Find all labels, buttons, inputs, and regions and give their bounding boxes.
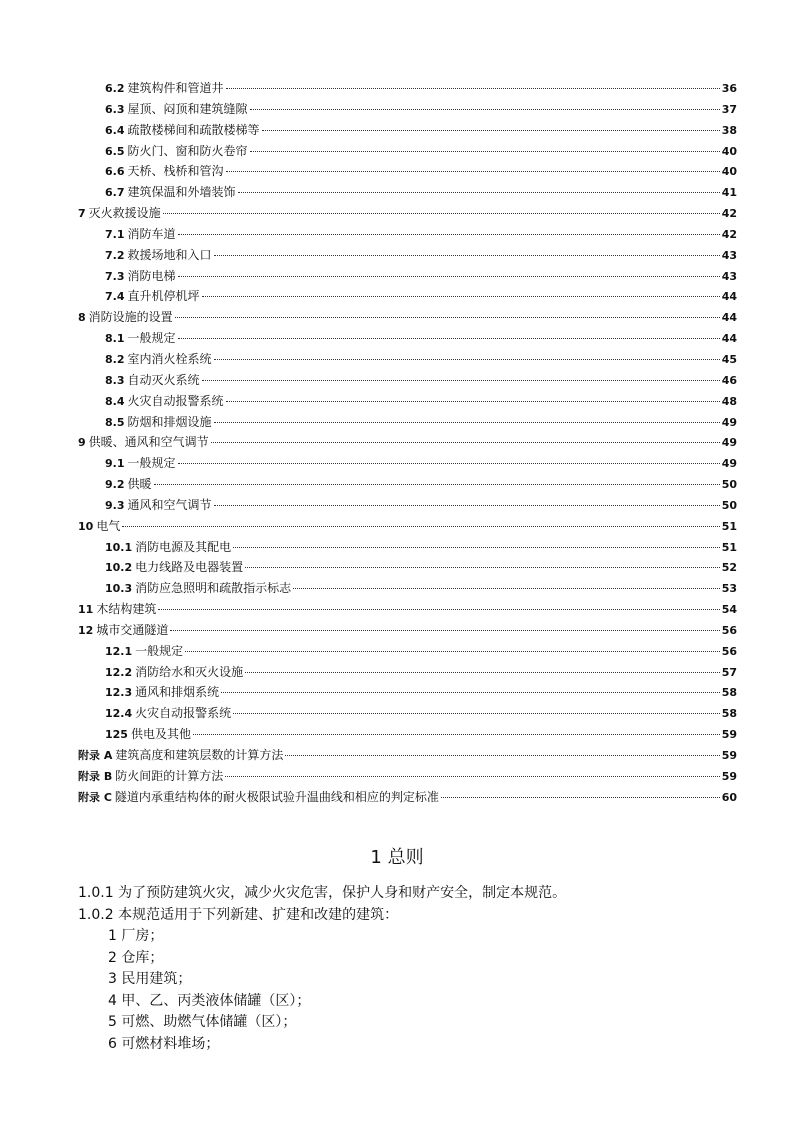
toc-entry[interactable] xyxy=(78,537,737,558)
toc-entry-number: 9.1 xyxy=(105,457,125,471)
toc-leader-dots xyxy=(245,672,720,673)
toc-entry[interactable] xyxy=(78,203,737,224)
toc-entry-title: 供暖 xyxy=(127,477,152,492)
toc-entry-page: 40 xyxy=(721,144,737,158)
toc-entry[interactable] xyxy=(78,78,737,99)
toc-entry-title: 直升机停机坪 xyxy=(127,289,200,304)
toc-entry-page: 44 xyxy=(721,290,737,304)
toc-leader-dots xyxy=(226,88,720,89)
toc-entry-number: 10.2 xyxy=(105,561,133,575)
toc-entry[interactable] xyxy=(78,703,737,724)
toc-leader-dots xyxy=(238,192,720,193)
toc-entry-title: 灭火救援设施 xyxy=(88,206,161,221)
toc-entry-title: 火灾自动报警系统 xyxy=(127,393,224,408)
toc-entry-number: 12.3 xyxy=(105,686,133,700)
toc-entry-title: 消防给水和灭火设施 xyxy=(135,664,244,679)
toc-leader-dots xyxy=(122,526,719,527)
toc-entry-number: 10.3 xyxy=(105,582,133,596)
toc-entry-title: 疏散楼梯间和疏散楼梯等 xyxy=(127,122,260,137)
toc-entry-title: 电气 xyxy=(96,518,121,533)
toc-entry[interactable] xyxy=(78,266,737,287)
toc-entry-number: 附录 B xyxy=(78,769,113,783)
toc-entry[interactable] xyxy=(78,307,737,328)
toc-leader-dots xyxy=(178,338,720,339)
toc-entry-page: 42 xyxy=(721,207,737,221)
toc-leader-dots xyxy=(202,380,720,381)
toc-entry[interactable] xyxy=(78,161,737,182)
toc-entry-page: 48 xyxy=(721,394,737,408)
toc-entry-page: 41 xyxy=(721,186,737,200)
toc-entry[interactable] xyxy=(78,766,737,787)
toc-entry[interactable] xyxy=(78,557,737,578)
toc-entry-page: 53 xyxy=(721,582,737,596)
toc-entry-number: 8.4 xyxy=(105,394,125,408)
toc-entry-title: 建筑高度和建筑层数的计算方法 xyxy=(115,748,284,762)
toc-entry[interactable] xyxy=(78,578,737,599)
toc-entry-number: 10 xyxy=(78,519,94,533)
toc-entry-title: 建筑构件和管道井 xyxy=(127,81,224,95)
toc-entry-number: 6.7 xyxy=(105,186,125,200)
toc-entry[interactable] xyxy=(78,120,737,141)
toc-leader-dots xyxy=(250,109,720,110)
list-item: 4 甲、乙、丙类液体储罐（区）； xyxy=(108,992,311,1009)
toc-entry-page: 60 xyxy=(721,790,737,804)
toc-entry-title: 消防车道 xyxy=(127,226,176,241)
toc-entry[interactable] xyxy=(78,745,737,766)
toc-entry[interactable] xyxy=(78,724,737,745)
toc-entry-number: 8.1 xyxy=(105,332,125,346)
toc-entry-title: 防烟和排烟设施 xyxy=(127,414,212,429)
toc-entry[interactable] xyxy=(78,328,737,349)
toc-entry[interactable] xyxy=(78,99,737,120)
toc-leader-dots xyxy=(285,755,719,756)
clause-1-0-1: 1.0.1 为了预防建筑火灾，减少火灾危害，保护人身和财产安全，制定本规范。 xyxy=(78,885,567,901)
toc-leader-dots xyxy=(214,505,720,506)
toc-leader-dots xyxy=(293,588,720,589)
toc-entry-page: 54 xyxy=(721,603,737,617)
toc-entry[interactable] xyxy=(78,682,737,703)
toc-entry-title: 消防应急照明和疏散指示标志 xyxy=(135,581,292,596)
toc-entry-number: 12.4 xyxy=(105,707,133,721)
toc-entry-number: 10.1 xyxy=(105,540,133,554)
toc-leader-dots xyxy=(175,317,720,318)
toc-leader-dots xyxy=(233,713,720,714)
toc-entry[interactable] xyxy=(78,286,737,307)
toc-leader-dots xyxy=(178,234,720,235)
toc-entry[interactable] xyxy=(78,453,737,474)
chapter-body xyxy=(78,883,758,1055)
toc-leader-dots xyxy=(202,296,720,297)
toc-entry-page: 44 xyxy=(721,332,737,346)
toc-entry-number: 6.2 xyxy=(105,82,125,95)
toc-entry[interactable] xyxy=(78,224,737,245)
toc-leader-dots xyxy=(214,422,720,423)
toc-entry-page: 58 xyxy=(721,686,737,700)
toc-leader-dots xyxy=(225,776,719,777)
toc-entry-title: 消防电源及其配电 xyxy=(135,539,232,554)
toc-leader-dots xyxy=(178,463,720,464)
toc-entry-title: 火灾自动报警系统 xyxy=(135,706,232,721)
toc-entry-title: 天桥、栈桥和管沟 xyxy=(127,164,224,179)
toc-entry[interactable] xyxy=(78,474,737,495)
toc-entry-number: 12.1 xyxy=(105,644,133,658)
toc-leader-dots xyxy=(221,692,720,693)
toc-entry-title: 消防电梯 xyxy=(127,268,176,283)
toc-entry[interactable] xyxy=(78,370,737,391)
toc-entry-title: 室内消火栓系统 xyxy=(127,351,212,366)
toc-entry-page: 40 xyxy=(721,165,737,179)
toc-entry[interactable] xyxy=(78,412,737,433)
toc-entry-number: 7 xyxy=(78,207,86,221)
toc-entry-title: 防火门、窗和防火卷帘 xyxy=(127,143,248,158)
toc-entry-title: 屋顶、闷顶和建筑缝隙 xyxy=(127,101,248,116)
toc-leader-dots xyxy=(193,734,720,735)
toc-entry-page: 51 xyxy=(721,519,737,533)
toc-entry-page: 51 xyxy=(721,540,737,554)
toc-leader-dots xyxy=(245,567,720,568)
toc-entry-page: 56 xyxy=(721,644,737,658)
toc-entry-page: 49 xyxy=(721,457,737,471)
toc-entry-page: 46 xyxy=(721,373,737,387)
toc-entry-page: 36 xyxy=(721,82,737,95)
toc-entry-page: 56 xyxy=(721,623,737,637)
toc-entry-page: 49 xyxy=(721,436,737,450)
toc-entry-number: 125 xyxy=(105,728,128,742)
toc-entry-page: 43 xyxy=(721,248,737,262)
toc-entry-title: 通风和排烟系统 xyxy=(135,685,220,700)
toc-leader-dots xyxy=(262,130,720,131)
list-item: 1 厂房； xyxy=(108,928,164,944)
toc-entry-number: 附录 A xyxy=(78,749,113,762)
toc-entry-title: 建筑保温和外墙装饰 xyxy=(127,185,236,200)
toc-entry-page: 59 xyxy=(721,749,737,762)
toc-entry-number: 12.2 xyxy=(105,665,133,679)
toc-leader-dots xyxy=(154,484,720,485)
toc-entry-number: 6.4 xyxy=(105,123,125,137)
toc-entry-title: 通风和空气调节 xyxy=(127,497,212,512)
toc-entry-page: 44 xyxy=(721,311,737,325)
toc-leader-dots xyxy=(250,151,720,152)
toc-leader-dots xyxy=(211,442,720,443)
list-item: 6 可燃材料堆场； xyxy=(108,1035,220,1052)
toc-entry-title: 一般规定 xyxy=(127,331,176,346)
toc-leader-dots xyxy=(178,276,720,277)
toc-entry[interactable] xyxy=(78,620,737,641)
toc-entry-page: 50 xyxy=(721,478,737,492)
toc-entry-page: 50 xyxy=(721,498,737,512)
toc-entry-number: 7.1 xyxy=(105,227,125,241)
toc-entry[interactable] xyxy=(78,141,737,162)
toc-leader-dots xyxy=(163,213,720,214)
toc-leader-dots xyxy=(441,797,720,798)
toc-entry[interactable] xyxy=(78,641,737,662)
toc-entry-title: 一般规定 xyxy=(127,456,176,471)
toc-entry-number: 8 xyxy=(78,311,86,325)
toc-entry-page: 42 xyxy=(721,227,737,241)
toc-entry[interactable] xyxy=(78,662,737,683)
toc-leader-dots xyxy=(233,547,720,548)
toc-entry-title: 消防设施的设置 xyxy=(88,310,173,325)
table-of-contents xyxy=(78,78,737,808)
toc-entry-number: 12 xyxy=(78,623,94,637)
toc-leader-dots xyxy=(226,171,720,172)
toc-entry-number: 7.2 xyxy=(105,248,125,262)
toc-leader-dots xyxy=(185,651,720,652)
toc-entry-title: 一般规定 xyxy=(135,643,184,658)
toc-entry-number: 7.4 xyxy=(105,290,125,304)
toc-entry[interactable] xyxy=(78,432,737,453)
toc-entry-number: 7.3 xyxy=(105,269,125,283)
toc-entry-number: 9.2 xyxy=(105,478,125,492)
list-item: 2 仓库； xyxy=(108,949,164,966)
toc-entry[interactable] xyxy=(78,599,737,620)
toc-entry[interactable] xyxy=(78,349,737,370)
toc-entry-title: 自动灭火系统 xyxy=(127,372,200,387)
toc-leader-dots xyxy=(214,359,720,360)
toc-entry[interactable] xyxy=(78,182,737,203)
toc-entry-page: 52 xyxy=(721,561,737,575)
toc-entry-page: 57 xyxy=(721,665,737,679)
toc-leader-dots xyxy=(214,255,720,256)
toc-entry-page: 58 xyxy=(721,707,737,721)
toc-entry[interactable] xyxy=(78,787,737,808)
toc-entry[interactable] xyxy=(78,516,737,537)
toc-entry-number: 9 xyxy=(78,436,86,450)
toc-leader-dots xyxy=(158,609,719,610)
toc-entry-number: 6.3 xyxy=(105,102,125,116)
toc-entry-page: 59 xyxy=(721,769,737,783)
toc-entry-number: 9.3 xyxy=(105,498,125,512)
toc-entry-number: 6.6 xyxy=(105,165,125,179)
toc-entry-number: 8.3 xyxy=(105,373,125,387)
toc-leader-dots xyxy=(226,401,720,402)
toc-entry-number: 11 xyxy=(78,603,94,617)
toc-entry-title: 木结构建筑 xyxy=(96,602,157,617)
toc-entry-title: 电力线路及电器装置 xyxy=(135,560,244,575)
toc-entry-page: 43 xyxy=(721,269,737,283)
toc-entry-title: 供暖、通风和空气调节 xyxy=(88,435,209,450)
list-item: 3 民用建筑； xyxy=(108,971,192,987)
toc-entry-page: 37 xyxy=(721,102,737,116)
toc-leader-dots xyxy=(170,630,719,631)
toc-entry-number: 6.5 xyxy=(105,144,125,158)
toc-entry[interactable] xyxy=(78,391,737,412)
toc-entry[interactable] xyxy=(78,495,737,516)
toc-entry-page: 45 xyxy=(721,352,737,366)
toc-entry-page: 49 xyxy=(721,415,737,429)
toc-entry-title: 救援场地和入口 xyxy=(127,247,212,262)
toc-entry-number: 附录 C xyxy=(78,790,112,804)
toc-entry-title: 防火间距的计算方法 xyxy=(115,768,224,783)
chapter-title: 1 总则 xyxy=(370,847,424,868)
toc-entry-title: 供电及其他 xyxy=(130,727,191,742)
toc-entry-number: 8.2 xyxy=(105,352,125,366)
list-item: 5 可燃、助燃气体储罐（区）； xyxy=(108,1014,297,1030)
toc-entry-title: 城市交通隧道 xyxy=(96,622,169,637)
toc-entry-page: 59 xyxy=(721,728,737,742)
toc-entry-title: 隧道内承重结构体的耐火极限试验升温曲线和相应的判定标准 xyxy=(114,789,439,804)
toc-entry-page: 38 xyxy=(721,123,737,137)
toc-entry[interactable] xyxy=(78,245,737,266)
toc-entry-number: 8.5 xyxy=(105,415,125,429)
clause-1-0-2: 1.0.2 本规范适用于下列新建、扩建和改建的建筑： xyxy=(78,906,399,923)
